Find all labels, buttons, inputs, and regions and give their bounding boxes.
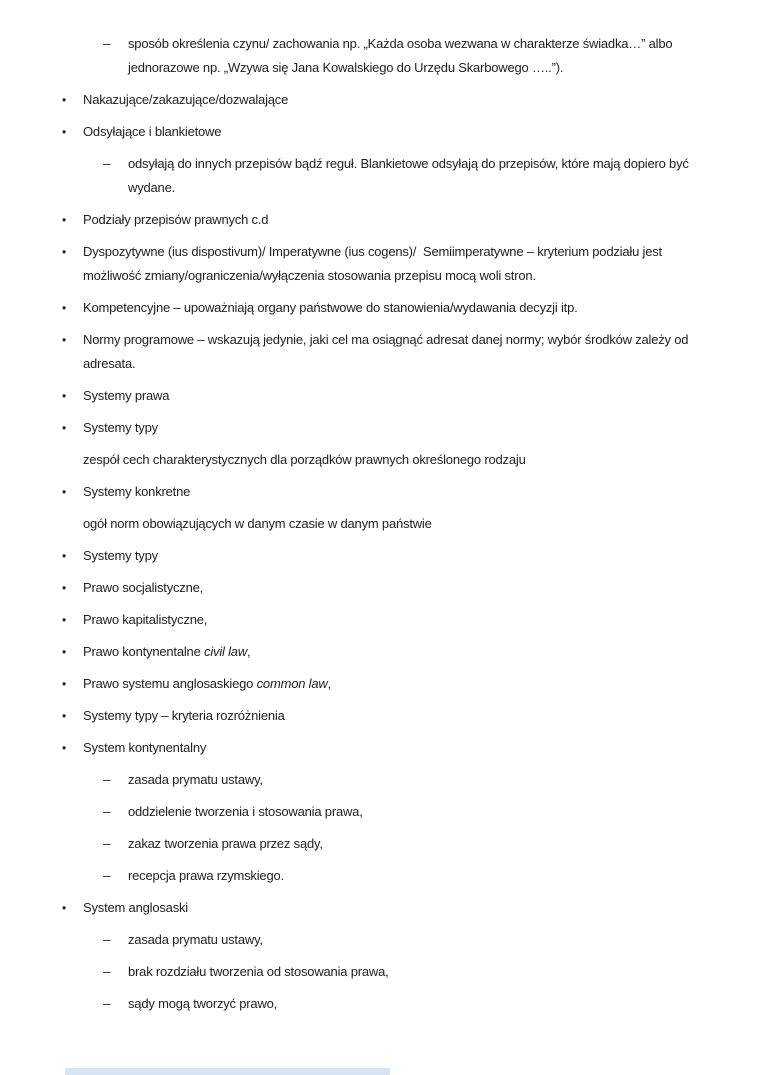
list-item-text: Prawo kontynentalne civil law,: [83, 644, 251, 659]
cut-off-highlight-bar: [65, 1068, 390, 1075]
list-item-text: ogół norm obowiązujących w danym czasie w danym państwie: [83, 516, 432, 531]
bullet-marker: •: [62, 677, 67, 691]
list-item-text: recepcja prawa rzymskiego.: [128, 868, 284, 883]
list-item: [0, 928, 712, 952]
list-item-text: Systemy typy: [83, 420, 158, 435]
list-item-text: System kontynentalny: [83, 740, 207, 755]
list-item: [0, 704, 712, 728]
list-item-text: Odsyłające i blankietowe: [83, 124, 222, 139]
list-item-text: Dyspozytywne (ius dispostivum)/ Imperatywne (ius cogens)/ Semiimperatywne – kryterium podziału jest możliwość zmiany/ograniczenia/wyłączenia stosowania przepisu mocą woli stron.: [83, 244, 666, 283]
bullet-marker: •: [62, 709, 67, 723]
list-item: [0, 864, 712, 888]
list-item-text: zespół cech charakterystycznych dla porządków prawnych określonego rodzaju: [83, 452, 526, 467]
list-item-text: Kompetencyjne – upoważniają organy państwowe do stanowienia/wydawania decyzji itp.: [83, 300, 578, 315]
list-item: [0, 240, 712, 288]
bullet-marker: •: [62, 741, 67, 755]
dash-marker: –: [103, 36, 111, 51]
dash-marker: –: [103, 772, 111, 787]
bullet-marker: •: [62, 901, 67, 915]
list-item: [0, 640, 712, 664]
dash-marker: –: [103, 804, 111, 819]
bullet-marker: •: [62, 581, 67, 595]
list-item: [0, 736, 712, 760]
list-item: [0, 328, 712, 376]
bullet-marker: •: [62, 485, 67, 499]
list-item: [0, 576, 712, 600]
list-item-text: sposób określenia czynu/ zachowania np. „Każda osoba wezwana w charakterze świadka…” albo jednorazowe np. „Wzywa się Jana Kowalskiego do Urzędu Skarbowego …..”).: [128, 36, 676, 75]
list-item-text: zakaz tworzenia prawa przez sądy,: [128, 836, 323, 851]
list-item-text: zasada prymatu ustawy,: [128, 772, 263, 787]
list-item-text: Systemy typy – kryteria rozróżnienia: [83, 708, 285, 723]
dash-marker: –: [103, 996, 111, 1011]
list-item-text: System anglosaski: [83, 900, 188, 915]
bullet-marker: •: [62, 645, 67, 659]
list-item-text: Nakazujące/zakazujące/dozwalające: [83, 92, 289, 107]
list-item-text: Prawo socjalistyczne,: [83, 580, 204, 595]
list-item-text: Prawo systemu anglosaskiego common law,: [83, 676, 331, 691]
dash-marker: –: [103, 836, 111, 851]
bullet-marker: •: [62, 93, 67, 107]
dash-marker: –: [103, 932, 111, 947]
list-item: [0, 88, 712, 112]
list-item: [0, 32, 712, 80]
list-item: [0, 512, 712, 536]
list-item: [0, 448, 712, 472]
bullet-marker: •: [62, 333, 67, 347]
list-item: [0, 768, 712, 792]
bullet-marker: •: [62, 549, 67, 563]
list-item: [0, 960, 712, 984]
dash-marker: –: [103, 964, 111, 979]
list-item-text: Systemy prawa: [83, 388, 170, 403]
list-item: [0, 992, 712, 1016]
list-item: [0, 896, 712, 920]
list-item-text: Prawo kapitalistyczne,: [83, 612, 208, 627]
bullet-marker: •: [62, 613, 67, 627]
list-item-text: sądy mogą tworzyć prawo,: [128, 996, 278, 1011]
bullet-marker: •: [62, 213, 67, 227]
list-item: [0, 152, 712, 200]
list-item: [0, 296, 712, 320]
list-item: [0, 384, 712, 408]
list-item: [0, 120, 712, 144]
list-item: [0, 544, 712, 568]
list-item: [0, 608, 712, 632]
list-item-text: brak rozdziału tworzenia od stosowania prawa,: [128, 964, 389, 979]
bullet-marker: •: [62, 125, 67, 139]
list-item-text: odsyłają do innych przepisów bądź reguł. Blankietowe odsyłają do przepisów, które mają dopiero być wydane.: [128, 156, 693, 195]
list-item-text: Systemy typy: [83, 548, 158, 563]
list-item: [0, 416, 712, 440]
list-item: [0, 832, 712, 856]
bullet-marker: •: [62, 301, 67, 315]
list-item: [0, 672, 712, 696]
list-item: [0, 800, 712, 824]
list-item-text: zasada prymatu ustawy,: [128, 932, 263, 947]
dash-marker: –: [103, 156, 111, 171]
list-item-text: Podziały przepisów prawnych c.d: [83, 212, 269, 227]
list-item-text: Normy programowe – wskazują jedynie, jaki cel ma osiągnąć adresat danej normy; wybór środków zależy od adresata.: [83, 332, 692, 371]
list-item: [0, 208, 712, 232]
bullet-marker: •: [62, 389, 67, 403]
list-item: [0, 480, 712, 504]
list-item-text: oddzielenie tworzenia i stosowania prawa,: [128, 804, 363, 819]
bullet-marker: •: [62, 245, 67, 259]
dash-marker: –: [103, 868, 111, 883]
bullet-marker: •: [62, 421, 67, 435]
list-item-text: Systemy konkretne: [83, 484, 191, 499]
